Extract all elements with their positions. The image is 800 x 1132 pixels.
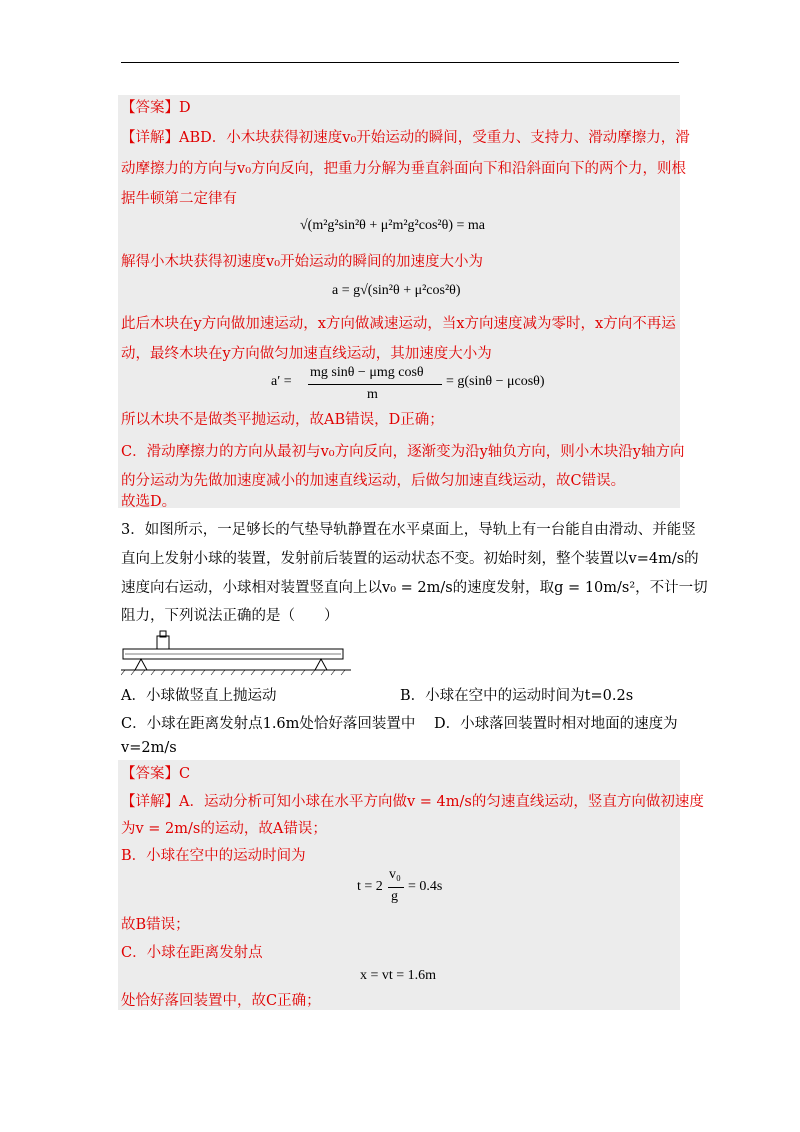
detail-line: 此后木块在y方向做加速运动，x方向做减速运动，当x方向速度减为零时，x方向不再运 bbox=[121, 316, 676, 332]
option-a: A．小球做竖直上抛运动 bbox=[121, 688, 277, 704]
track-support bbox=[315, 659, 327, 670]
detail-line: C．小球在距离发射点 bbox=[121, 945, 263, 961]
equation-displacement: x = vt = 1.6m bbox=[360, 968, 437, 983]
question-stem: 阻力，下列说法正确的是（ ） bbox=[121, 608, 339, 624]
equation-a-prime-left: a′ = bbox=[271, 374, 292, 389]
option-c: C．小球在距离发射点1.6m处恰好落回装置中 bbox=[121, 716, 416, 732]
equation-time-numerator: v₀ bbox=[389, 867, 401, 882]
detail-line: 故B错误； bbox=[121, 917, 190, 933]
conclusion: 故选D。 bbox=[121, 494, 177, 510]
fraction-bar bbox=[308, 384, 442, 385]
question-stem: 3．如图所示，一足够长的气垫导轨静置在水平桌面上，导轨上有一台能自由滑动、并能竖 bbox=[121, 522, 696, 538]
track-support bbox=[135, 659, 147, 670]
detail-line: 动，最终木块在y方向做匀加速直线运动，其加速度大小为 bbox=[121, 346, 492, 362]
detail-line: 所以木块不是做类平抛运动，故AB错误，D正确； bbox=[121, 412, 444, 428]
detail-line: 的分运动为先做加速度减小的加速直线运动，后做匀加速直线运动，故C错误。 bbox=[121, 473, 626, 489]
equation-time-right: = 0.4s bbox=[408, 879, 443, 894]
fraction-bar bbox=[388, 887, 404, 888]
equation-acceleration: a = g√(sin²θ + μ²cos²θ) bbox=[332, 283, 461, 298]
detail-line: 动摩擦力的方向与v₀方向反向，把重力分解为垂直斜面向下和沿斜面向下的两个力，则根 bbox=[121, 161, 687, 177]
equation-newton-second-law: √(m²g²sin²θ + μ²m²g²cos²θ) = ma bbox=[300, 218, 485, 233]
launcher-device bbox=[157, 636, 169, 649]
header-rule bbox=[121, 62, 679, 63]
detail-line: 处恰好落回装置中，故C正确； bbox=[121, 993, 321, 1009]
equation-time-left: t = 2 bbox=[357, 879, 383, 894]
question-stem: 直向上发射小球的装置，发射前后装置的运动状态不变。初始时刻，整个装置以v=4m/s的 bbox=[121, 551, 699, 567]
detail-line: C．滑动摩擦力的方向从最初与v₀方向反向，逐渐变为沿y轴负方向，则小木块沿y轴方向 bbox=[121, 444, 685, 460]
detail-line: B．小球在空中的运动时间为 bbox=[121, 848, 306, 864]
question-stem: 速度向右运动，小球相对装置竖直向上以v₀ = 2m/s的速度发射，取g = 10m/s²，不计一切 bbox=[121, 580, 708, 596]
detail-line: 为v = 2m/s的运动，故A错误； bbox=[121, 821, 327, 837]
equation-a-prime-right: = g(sinθ − μcosθ) bbox=[446, 374, 545, 389]
detail-line: 【详解】ABD．小木块获得初速度v₀开始运动的瞬间，受重力、支持力、滑动摩擦力，滑 bbox=[121, 130, 690, 146]
answer-label: 【答案】D bbox=[121, 100, 191, 116]
detail-line: 【详解】A．运动分析可知小球在水平方向做v = 4m/s的匀速直线运动，竖直方向做初速度 bbox=[121, 794, 704, 810]
option-d: D．小球落回装置时相对地面的速度为 bbox=[434, 716, 678, 732]
answer-label: 【答案】C bbox=[121, 766, 191, 782]
equation-time-denominator: g bbox=[391, 889, 398, 904]
detail-line: 解得小木块获得初速度v₀开始运动的瞬间的加速度大小为 bbox=[121, 254, 484, 270]
equation-a-prime-denominator: m bbox=[367, 387, 378, 402]
detail-line: 据牛顿第二定律有 bbox=[121, 191, 237, 207]
option-b: B．小球在空中的运动时间为t=0.2s bbox=[400, 688, 634, 704]
air-track-figure bbox=[121, 628, 361, 684]
option-d-continued: v=2m/s bbox=[121, 740, 177, 756]
equation-a-prime-numerator: mg sinθ − μmg cosθ bbox=[310, 365, 424, 380]
